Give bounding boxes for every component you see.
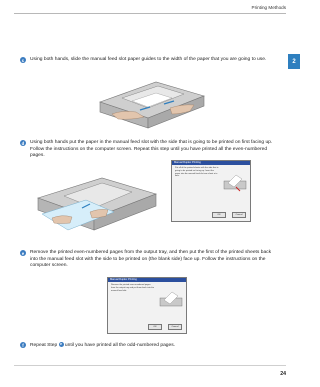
manual-duplex-dialog (171, 160, 251, 222)
footer-divider (14, 365, 286, 366)
dialog-title: Manual Duplex Printing (108, 278, 186, 282)
paper-feed-icon (158, 290, 184, 312)
step-text-after: until you have printed all the odd-numbered pages. (64, 342, 176, 348)
header-title: Printing Methods (251, 5, 286, 10)
step-ref-icon: e (60, 342, 63, 347)
step-text-before: Repeat Step (30, 342, 58, 348)
header-divider (14, 13, 286, 14)
ok-button[interactable]: OK (148, 324, 162, 330)
step-number-e-icon: e (21, 250, 25, 256)
paper-feed-icon (222, 173, 248, 195)
dialog-message: Remove the printed even-numbered pages from the output tray and put them back into the manual feed slot. (111, 284, 155, 292)
dialog-title: Manual Duplex Printing (172, 161, 250, 165)
chapter-tab: 2 (288, 54, 300, 69)
page-number: 24 (280, 371, 286, 377)
step-number-f-icon: f (20, 342, 26, 348)
cancel-button[interactable]: Cancel (168, 324, 182, 330)
step-c (20, 57, 277, 64)
step-number-d-icon: d (21, 140, 25, 146)
step-e (20, 250, 277, 270)
step-text: Using both hands, slide the manual feed slot paper guides to the width of the paper that you are going to use. (30, 57, 267, 62)
step-text: Using both hands put the paper in the manual feed slot with the side that is going to be printed on first facing up. Follow the instructions on the computer screen. Repeat this step until you have printed all the even-numbered pages. (30, 140, 273, 159)
printer-guides-illustration (92, 74, 210, 132)
step-d (20, 140, 277, 160)
step-f (20, 342, 277, 349)
step-text: Remove the printed even-numbered pages from the output tray, and then put the first of the printed sheets back into the manual feed slot with the side to be printed on (the blank side) face up. Follow the instructions on the computer screen. (30, 250, 272, 269)
manual-duplex-dialog-2 (107, 277, 187, 334)
step-number-c-icon: c (21, 57, 25, 63)
printer-paper-insert-illustration (28, 168, 168, 243)
ok-button[interactable]: OK (212, 212, 226, 218)
dialog-message: Put all of the printed sheets with the side that is going to be printed on facing up. Insert the paper into the manual feed slot one sheet at a time. (175, 167, 219, 178)
cancel-button[interactable]: Cancel (232, 212, 246, 218)
step-text (30, 342, 277, 349)
